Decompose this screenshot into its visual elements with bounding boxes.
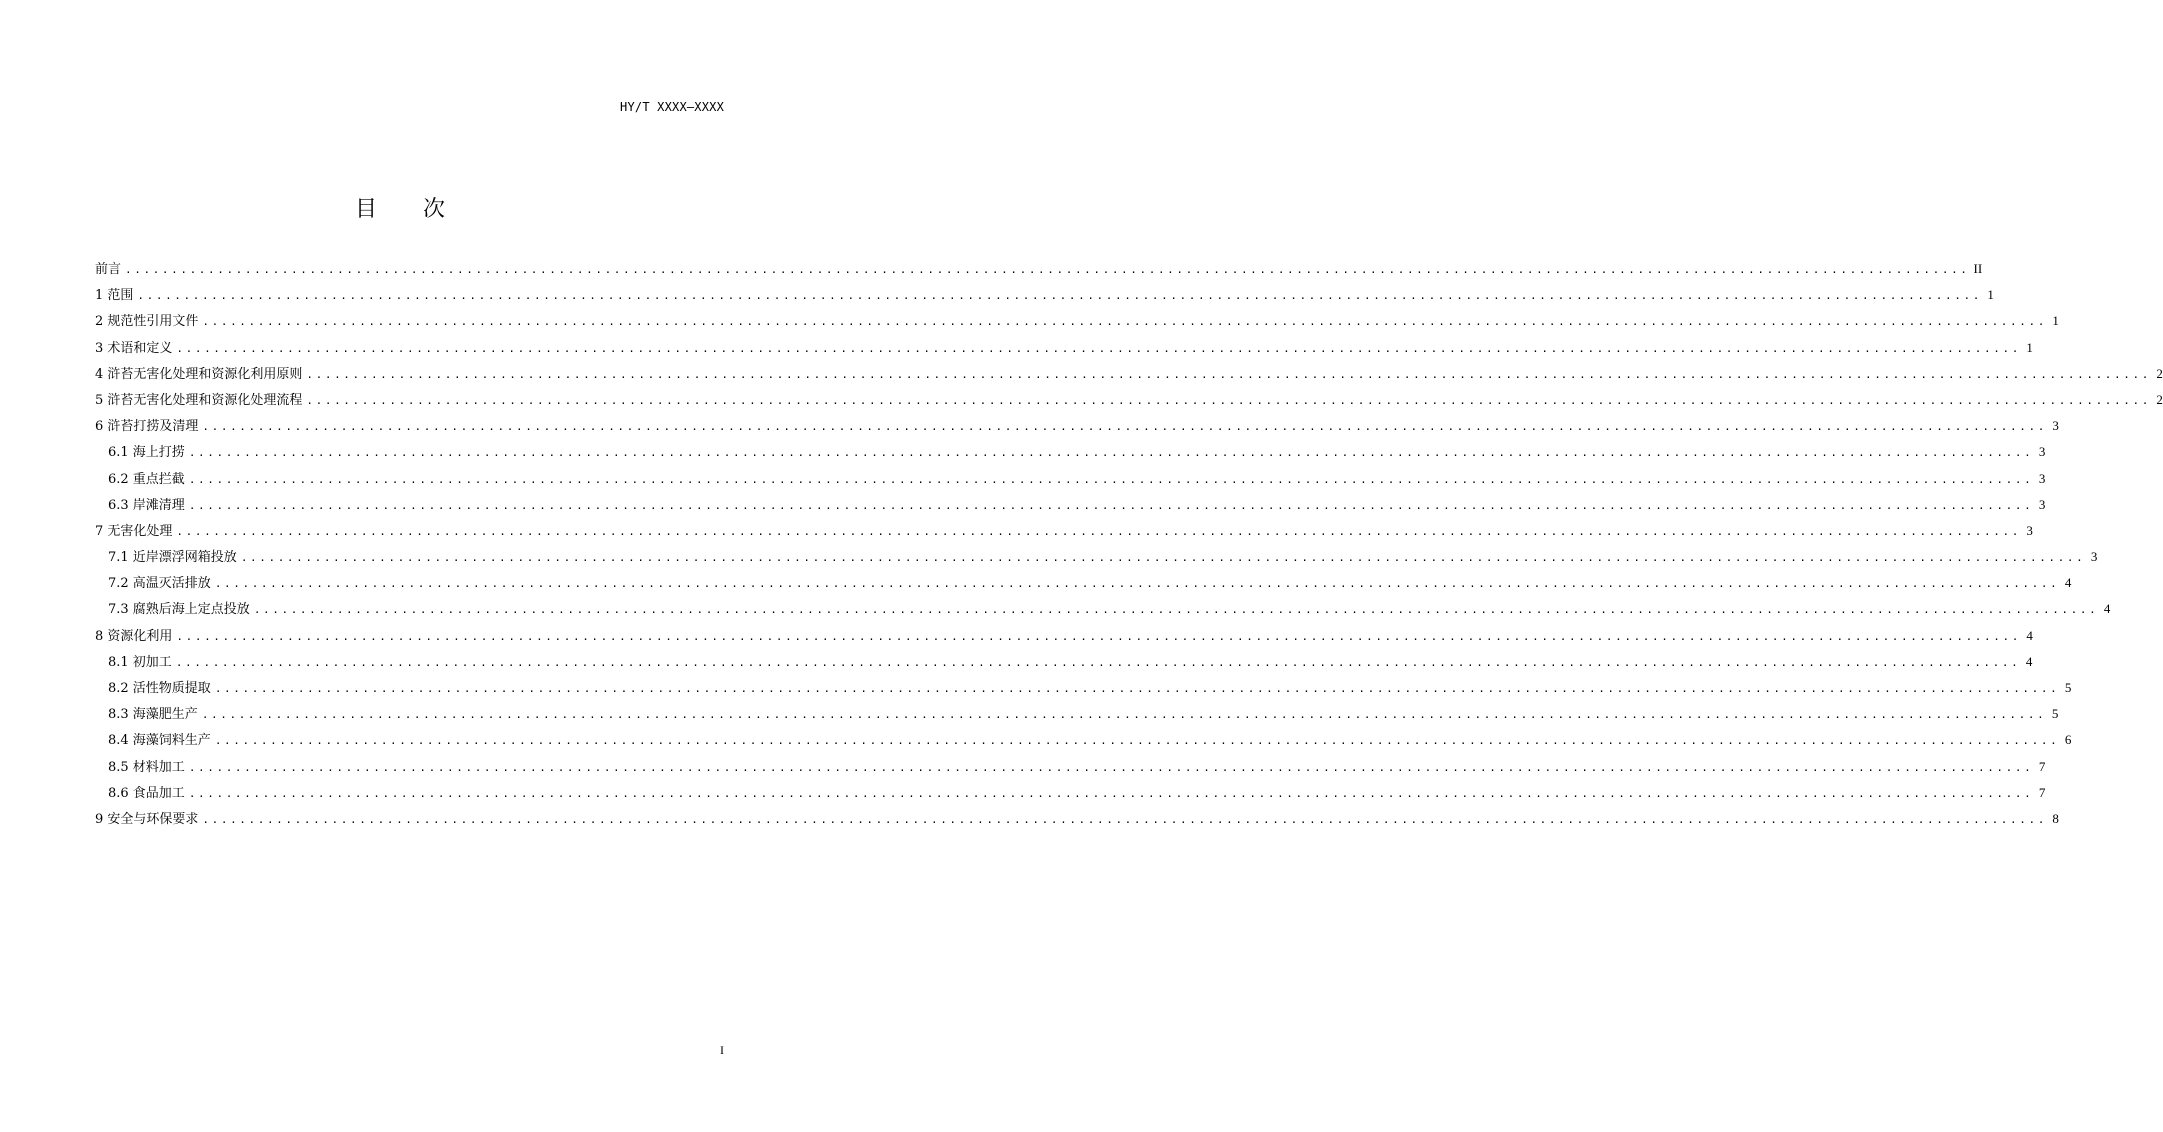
toc-entry-page: 3 <box>2038 444 2046 460</box>
toc-entry-page: 7 <box>2038 784 2046 800</box>
toc-entry-label: 8 资源化利用 <box>95 628 173 644</box>
toc-entry[interactable] <box>95 730 2072 756</box>
toc-entry-label: 6 浒苔打捞及清理 <box>95 419 199 435</box>
toc-entry[interactable] <box>95 599 2111 625</box>
toc-entry[interactable] <box>95 547 2098 573</box>
toc-entry[interactable] <box>95 783 2046 809</box>
toc-entry-page: 3 <box>2038 496 2046 512</box>
toc-entry[interactable] <box>95 757 2046 783</box>
toc-entry[interactable] <box>95 259 1983 285</box>
toc-entry-page: 3 <box>2052 418 2059 434</box>
toc-entry[interactable] <box>95 416 2059 442</box>
toc-entry[interactable] <box>95 809 2059 835</box>
toc-entry-page: 6 <box>2064 732 2072 748</box>
toc-leader-dots: ........................................................................................................................................................................................................ <box>176 629 2021 643</box>
toc-entry-page: 1 <box>2026 339 2033 355</box>
toc-entry-label: 8.2 活性物质提取 <box>108 681 211 696</box>
toc-leader-dots: ........................................................................................................................................................................................................ <box>240 551 2086 565</box>
toc-title: 目次 <box>354 197 491 222</box>
toc-entry[interactable] <box>95 495 2046 521</box>
toc-entry-label: 9 安全与环保要求 <box>95 811 199 827</box>
toc-leader-dots: ........................................................................................................................................................................................................ <box>188 472 2034 486</box>
toc-entry-page: 2 <box>2156 391 2163 407</box>
toc-entry-page: 1 <box>1987 287 1994 303</box>
toc-entry-page: 4 <box>2064 575 2072 591</box>
toc-entry-label: 前言 <box>95 262 122 277</box>
toc-entry-page: 3 <box>2026 522 2033 538</box>
toc-entry-label: 5 浒苔无害化处理和资源化处理流程 <box>95 392 303 408</box>
page-number: I <box>720 1043 724 1057</box>
toc-leader-dots: ........................................................................................................................................................................................................ <box>125 263 1970 276</box>
toc-entry-page: 3 <box>2090 549 2098 565</box>
toc-leader-dots: ........................................................................................................................................................................................................ <box>202 420 2047 434</box>
toc-leader-dots: ........................................................................................................................................................................................................ <box>188 760 2034 774</box>
toc-entry-label: 8.4 海藻饲料生产 <box>108 733 211 749</box>
toc-entry-label: 3 术语和定义 <box>95 340 173 356</box>
toc-entry-page: 3 <box>2038 470 2046 486</box>
toc-entry[interactable] <box>95 469 2046 495</box>
toc-entry[interactable] <box>95 311 2059 337</box>
toc-entry-label: 7.1 近岸漂浮网箱投放 <box>108 550 237 566</box>
toc-entry-label: 8.1 初加工 <box>108 654 172 670</box>
toc-leader-dots: ........................................................................................................................................................................................................ <box>137 289 1982 303</box>
toc-entry-page: 8 <box>2052 810 2059 826</box>
toc-entry-label: 8.6 食品加工 <box>108 785 185 801</box>
toc-entry[interactable] <box>95 626 2033 652</box>
toc-entry-label: 6.3 岸滩清理 <box>108 497 185 513</box>
toc-leader-dots: ........................................................................................................................................................................................................ <box>214 577 2060 591</box>
toc-entry[interactable] <box>95 704 2059 730</box>
toc-leader-dots: ........................................................................................................................................................................................................ <box>214 682 2060 695</box>
toc-leader-dots: ........................................................................................................................................................................................................ <box>202 315 2047 329</box>
toc-entry-page: II <box>1973 261 1983 276</box>
toc-leader-dots: ........................................................................................................................................................................................................ <box>176 341 2021 355</box>
toc-leader-dots: ........................................................................................................................................................................................................ <box>201 708 2047 722</box>
toc-entry-page: 1 <box>2052 313 2059 329</box>
toc-entry-label: 6.1 海上打捞 <box>108 445 185 461</box>
toc-entry-page: 5 <box>2064 680 2072 695</box>
toc-leader-dots: ........................................................................................................................................................................................................ <box>306 367 2151 381</box>
table-of-contents <box>95 259 2163 835</box>
toc-entry-page: 4 <box>2025 653 2033 669</box>
toc-entry-label: 8.5 材料加工 <box>108 759 185 775</box>
toc-entry[interactable] <box>95 521 2033 547</box>
toc-leader-dots: ........................................................................................................................................................................................................ <box>214 734 2060 748</box>
toc-entry[interactable] <box>95 364 2163 390</box>
toc-entry-label: 7 无害化处理 <box>95 523 173 539</box>
toc-leader-dots: ........................................................................................................................................................................................................ <box>306 393 2151 407</box>
toc-entry-page: 4 <box>2103 601 2111 617</box>
toc-leader-dots: ........................................................................................................................................................................................................ <box>188 498 2034 512</box>
toc-leader-dots: ........................................................................................................................................................................................................ <box>202 812 2047 826</box>
toc-entry-label: 7.3 腐熟后海上定点投放 <box>108 602 250 618</box>
toc-entry-page: 5 <box>2051 706 2059 722</box>
toc-entry-page: 4 <box>2026 627 2033 643</box>
toc-entry[interactable] <box>95 573 2072 599</box>
toc-entry-label: 6.2 重点拦截 <box>108 471 185 487</box>
toc-leader-dots: ........................................................................................................................................................................................................ <box>188 786 2034 800</box>
toc-leader-dots: ........................................................................................................................................................................................................ <box>176 524 2021 538</box>
toc-entry[interactable] <box>95 652 2033 678</box>
toc-entry-page: 2 <box>2156 365 2163 381</box>
toc-leader-dots: ........................................................................................................................................................................................................ <box>175 655 2021 669</box>
toc-entry[interactable] <box>95 442 2046 468</box>
toc-entry-label: 2 规范性引用文件 <box>95 314 199 330</box>
toc-entry-label: 8.3 海藻肥生产 <box>108 707 198 723</box>
toc-entry-label: 1 范围 <box>95 288 134 304</box>
toc-entry-label: 4 浒苔无害化处理和资源化利用原则 <box>95 366 303 382</box>
toc-entry[interactable] <box>95 678 2072 704</box>
toc-entry[interactable] <box>95 338 2033 364</box>
toc-leader-dots: ........................................................................................................................................................................................................ <box>253 603 2099 617</box>
toc-entry[interactable] <box>95 285 1994 311</box>
toc-leader-dots: ........................................................................................................................................................................................................ <box>188 446 2034 460</box>
toc-entry-page: 7 <box>2038 758 2046 774</box>
document-code: HY/T XXXX—XXXX <box>620 100 724 114</box>
toc-entry-label: 7.2 高温灭活排放 <box>108 576 211 592</box>
toc-entry[interactable] <box>95 390 2163 416</box>
